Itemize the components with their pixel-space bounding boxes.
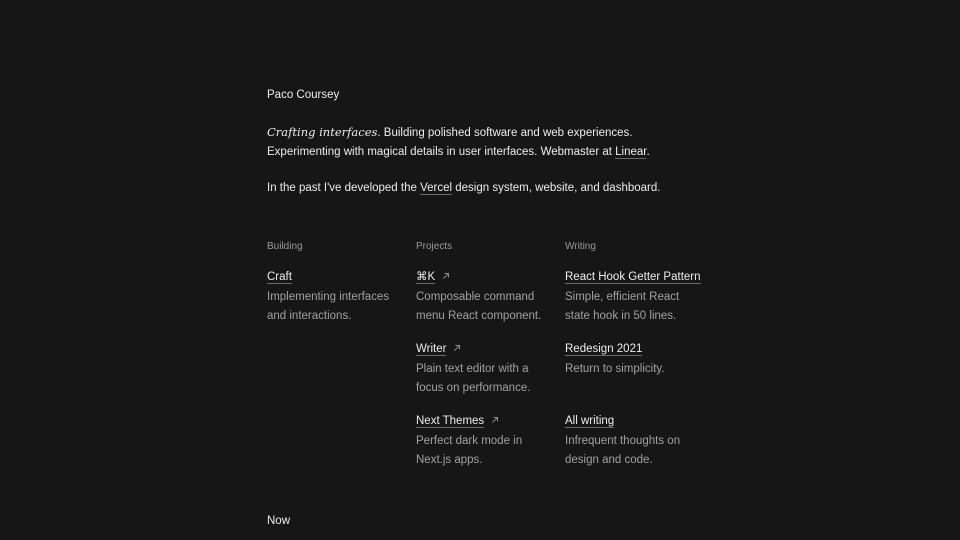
cmdk-description: Composable command menu React component. <box>416 291 542 322</box>
linear-link[interactable]: Linear <box>615 146 647 158</box>
intro-text-end: . <box>646 146 650 158</box>
writer-link[interactable]: Writer <box>416 343 447 355</box>
next-themes-link[interactable]: Next Themes <box>416 415 485 427</box>
arrow-up-right-icon <box>441 271 451 281</box>
building-heading: Building <box>267 241 303 252</box>
all-writing-description: Infrequent thoughts on design and code. <box>565 435 681 466</box>
redesign-2021-link[interactable]: Redesign 2021 <box>565 343 643 355</box>
past-paragraph <box>267 179 697 198</box>
list-item-writer <box>416 340 556 397</box>
list-item-cmdk <box>416 268 556 325</box>
intro-paragraph <box>267 123 697 162</box>
vercel-link[interactable]: Vercel <box>420 182 453 194</box>
all-writing-link[interactable]: All writing <box>565 415 615 427</box>
past-text-end: design system, website, and dashboard. <box>452 182 661 194</box>
next-themes-description: Perfect dark mode in Next.js apps. <box>416 435 523 466</box>
writer-description: Plain text editor with a focus on performance. <box>416 363 531 394</box>
arrow-up-right-icon <box>452 343 462 353</box>
site-title: Paco Coursey <box>267 89 340 101</box>
now-heading: Now <box>267 515 291 527</box>
projects-column <box>416 240 556 466</box>
list-item-craft <box>267 268 407 325</box>
react-hook-getter-link[interactable]: React Hook Getter Pattern <box>565 271 701 283</box>
intro-text: . Building polished software and web experiences. Experimenting with magical details in user interfaces. Webmaster at <box>267 127 633 158</box>
redesign-2021-description: Return to simplicity. <box>565 363 665 375</box>
building-column <box>267 240 407 322</box>
react-hook-getter-description: Simple, efficient React state hook in 50 lines. <box>565 291 680 322</box>
list-item-all-writing <box>565 412 705 469</box>
past-text: In the past I've developed the <box>267 182 421 194</box>
craft-description: Implementing interfaces and interactions. <box>267 291 390 322</box>
list-item-next-themes <box>416 412 556 469</box>
writing-heading: Writing <box>565 241 596 252</box>
arrow-up-right-icon <box>490 415 500 425</box>
list-item-redesign-2021 <box>565 340 705 379</box>
intro-lead: Crafting interfaces <box>267 125 378 139</box>
cmdk-link[interactable]: ⌘K <box>416 271 436 283</box>
craft-link[interactable]: Craft <box>267 271 292 283</box>
projects-heading: Projects <box>416 241 453 252</box>
writing-column <box>565 240 705 466</box>
list-item-react-hook-getter <box>565 268 705 325</box>
